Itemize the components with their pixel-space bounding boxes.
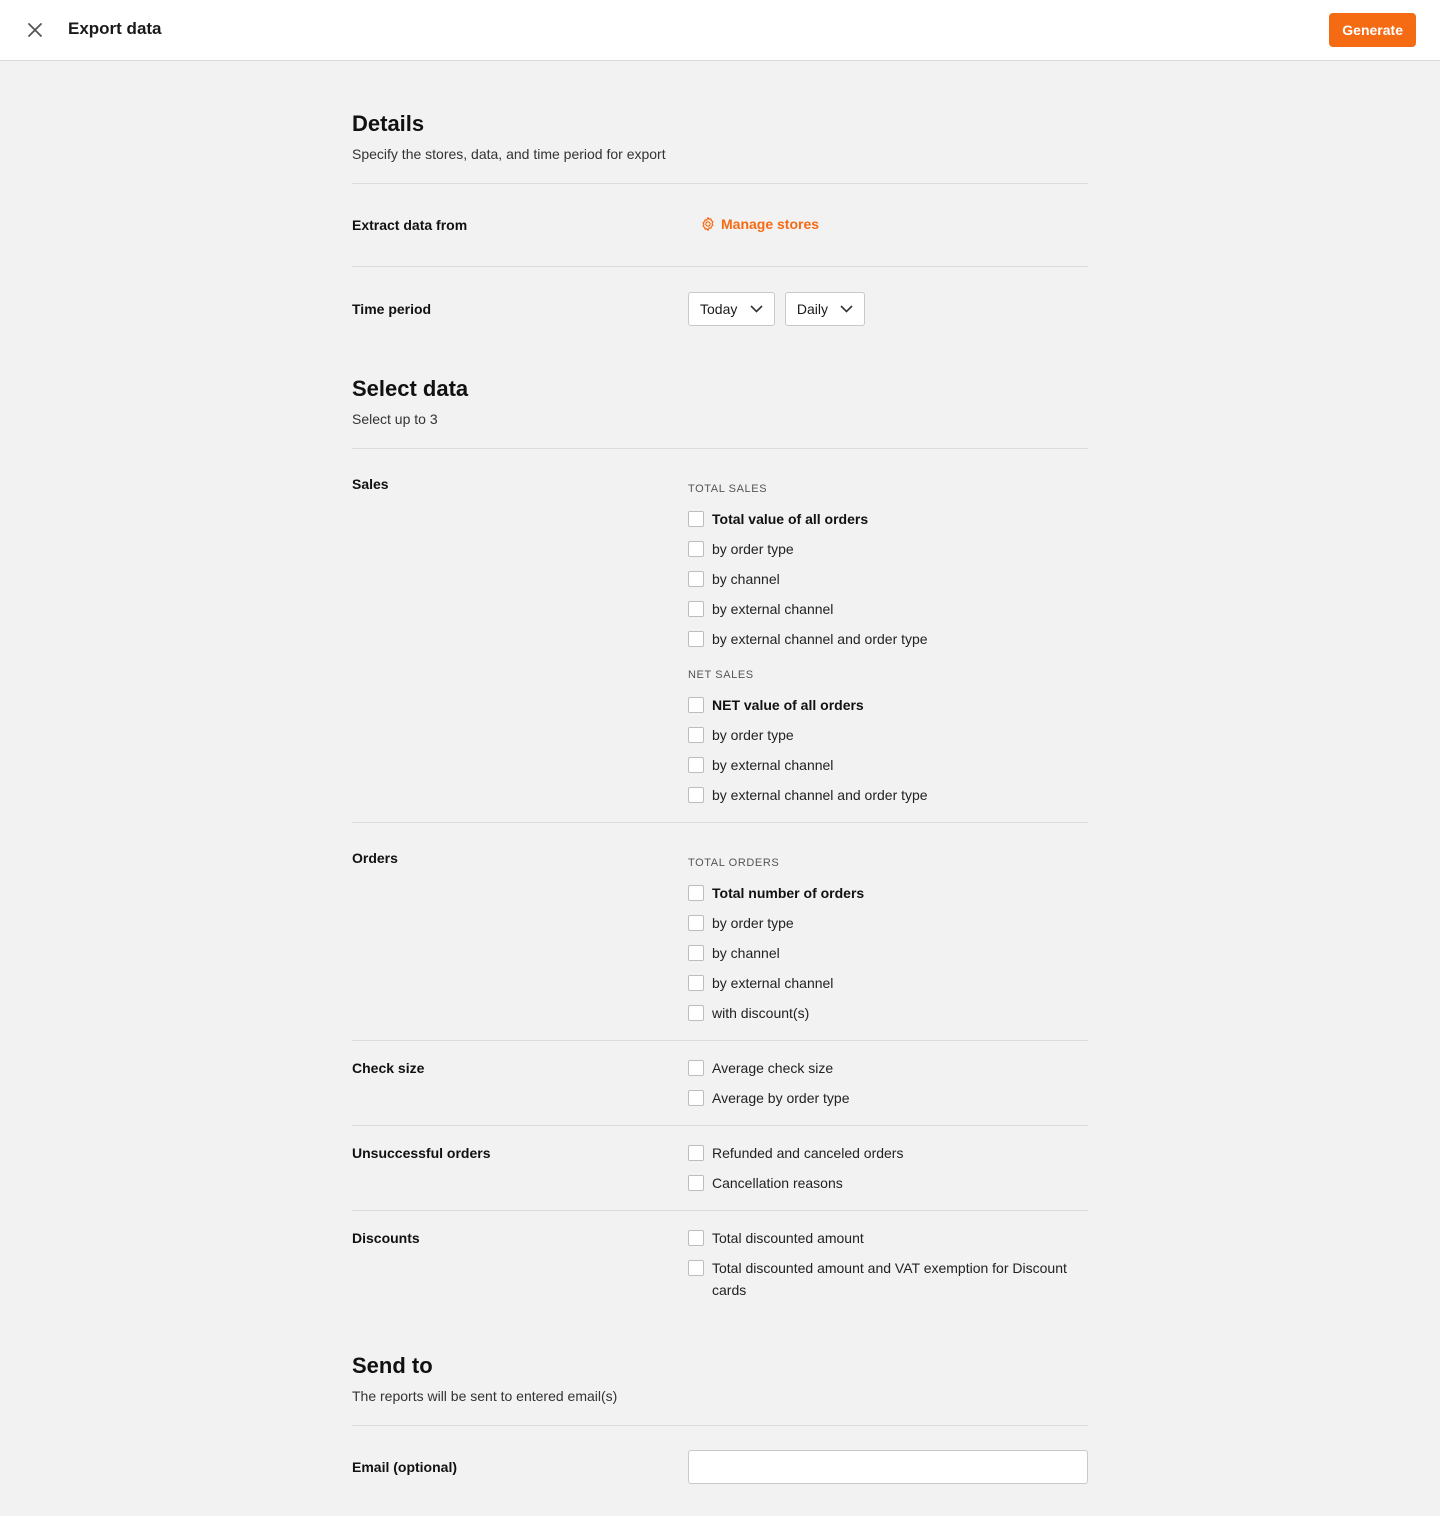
checkbox-item[interactable] xyxy=(688,1172,1088,1194)
checkbox[interactable] xyxy=(688,511,704,527)
checkbox-label: Total number of orders xyxy=(712,885,865,901)
time-period-row xyxy=(352,267,1088,351)
checkbox-item[interactable] xyxy=(688,538,1088,560)
manage-stores-link[interactable] xyxy=(700,216,819,232)
checkbox-label: by order type xyxy=(712,541,794,557)
checkbox-label: by external channel and order type xyxy=(712,787,928,803)
checkbox-label: Average check size xyxy=(712,1060,834,1076)
checkbox[interactable] xyxy=(688,885,704,901)
check-size-label: Check size xyxy=(352,1060,425,1076)
email-input[interactable] xyxy=(688,1450,1088,1484)
checkbox[interactable] xyxy=(688,541,704,557)
check-size-row xyxy=(352,1041,1088,1126)
send-to-title: Send to xyxy=(352,1353,433,1378)
extract-row xyxy=(352,184,1088,267)
checkbox[interactable] xyxy=(688,1090,704,1106)
sales-row xyxy=(352,449,1088,823)
checkbox-item[interactable] xyxy=(688,1142,1088,1164)
unsuccessful-orders-row xyxy=(352,1126,1088,1211)
checkbox-label: NET value of all orders xyxy=(712,697,864,713)
period-value: Today xyxy=(700,301,738,317)
total-sales-group-title: TOTAL SALES xyxy=(688,483,768,495)
checkbox[interactable] xyxy=(688,915,704,931)
checkbox[interactable] xyxy=(688,1230,704,1246)
checkbox-item[interactable] xyxy=(688,1057,1088,1079)
send-to-section-header xyxy=(352,1317,1088,1426)
checkbox[interactable] xyxy=(688,1005,704,1021)
total-orders-group-title: TOTAL ORDERS xyxy=(688,857,780,869)
orders-label: Orders xyxy=(352,850,398,866)
checkbox-label: by order type xyxy=(712,727,794,743)
sales-label: Sales xyxy=(352,476,389,492)
granularity-select[interactable] xyxy=(785,292,865,326)
discounts-label: Discounts xyxy=(352,1230,420,1246)
checkbox-item[interactable] xyxy=(688,972,1088,994)
checkbox-item[interactable] xyxy=(688,598,1088,620)
chevron-down-icon xyxy=(750,305,763,313)
time-period-label: Time period xyxy=(352,301,432,317)
checkbox-label: with discount(s) xyxy=(712,1005,810,1021)
checkbox[interactable] xyxy=(688,975,704,991)
checkbox-item[interactable] xyxy=(688,784,1088,806)
details-section-header xyxy=(352,61,1088,184)
unsuccessful-orders-label: Unsuccessful orders xyxy=(352,1145,491,1161)
period-select[interactable] xyxy=(688,292,775,326)
checkbox[interactable] xyxy=(688,1145,704,1161)
checkbox-label: by external channel xyxy=(712,975,834,991)
manage-stores-label: Manage stores xyxy=(721,215,820,232)
extract-label: Extract data from xyxy=(352,217,468,233)
send-to-subtitle: The reports will be sent to entered email(s) xyxy=(352,1388,618,1404)
select-data-section-header xyxy=(352,351,1088,449)
top-bar xyxy=(0,0,1440,61)
checkbox-label: Average by order type xyxy=(712,1090,850,1106)
checkbox-item[interactable] xyxy=(688,882,1088,904)
checkbox[interactable] xyxy=(688,727,704,743)
checkbox-item[interactable] xyxy=(688,1257,1088,1301)
checkbox-label: Total discounted amount and VAT exemption for Discount cards xyxy=(712,1260,1067,1298)
checkbox[interactable] xyxy=(688,571,704,587)
checkbox-item[interactable] xyxy=(688,508,1088,530)
gear-icon xyxy=(700,216,716,232)
checkbox-label: by order type xyxy=(712,915,794,931)
checkbox-item[interactable] xyxy=(688,1227,1088,1249)
close-button[interactable] xyxy=(22,17,48,43)
checkbox-label: by external channel xyxy=(712,601,834,617)
checkbox-label: Refunded and canceled orders xyxy=(712,1145,904,1161)
checkbox-label: Total discounted amount xyxy=(712,1230,864,1246)
checkbox-label: by channel xyxy=(712,571,780,587)
granularity-value: Daily xyxy=(796,301,829,317)
checkbox-item[interactable] xyxy=(688,1002,1088,1024)
chevron-down-icon xyxy=(840,305,853,313)
select-data-subtitle: Select up to 3 xyxy=(352,411,438,427)
export-form xyxy=(352,61,1088,1508)
checkbox-label: by external channel xyxy=(712,757,834,773)
checkbox[interactable] xyxy=(688,601,704,617)
checkbox[interactable] xyxy=(688,1175,704,1191)
checkbox[interactable] xyxy=(688,787,704,803)
checkbox[interactable] xyxy=(688,1260,704,1276)
checkbox-label: Total value of all orders xyxy=(712,511,869,527)
checkbox-label: Cancellation reasons xyxy=(712,1175,843,1191)
checkbox-item[interactable] xyxy=(688,724,1088,746)
checkbox[interactable] xyxy=(688,945,704,961)
email-row xyxy=(352,1426,1088,1508)
checkbox-item[interactable] xyxy=(688,912,1088,934)
email-label: Email (optional) xyxy=(352,1459,457,1475)
checkbox-item[interactable] xyxy=(688,1087,1088,1109)
checkbox-item[interactable] xyxy=(688,754,1088,776)
discounts-row xyxy=(352,1211,1088,1317)
orders-row xyxy=(352,823,1088,1041)
checkbox[interactable] xyxy=(688,631,704,647)
checkbox-item[interactable] xyxy=(688,942,1088,964)
generate-button[interactable]: Generate xyxy=(1329,13,1416,47)
checkbox-label: by external channel and order type xyxy=(712,631,928,647)
checkbox-item[interactable] xyxy=(688,694,1088,716)
checkbox[interactable] xyxy=(688,757,704,773)
checkbox-label: by channel xyxy=(712,945,780,961)
checkbox[interactable] xyxy=(688,697,704,713)
details-subtitle: Specify the stores, data, and time period for export xyxy=(352,146,666,162)
close-icon xyxy=(27,22,43,38)
details-title: Details xyxy=(352,111,425,136)
net-sales-group-title: NET SALES xyxy=(688,669,754,681)
checkbox-item[interactable] xyxy=(688,568,1088,590)
page-title: Export data xyxy=(68,19,162,38)
checkbox[interactable] xyxy=(688,1060,704,1076)
select-data-title: Select data xyxy=(352,376,469,401)
checkbox-item[interactable] xyxy=(688,628,1088,650)
